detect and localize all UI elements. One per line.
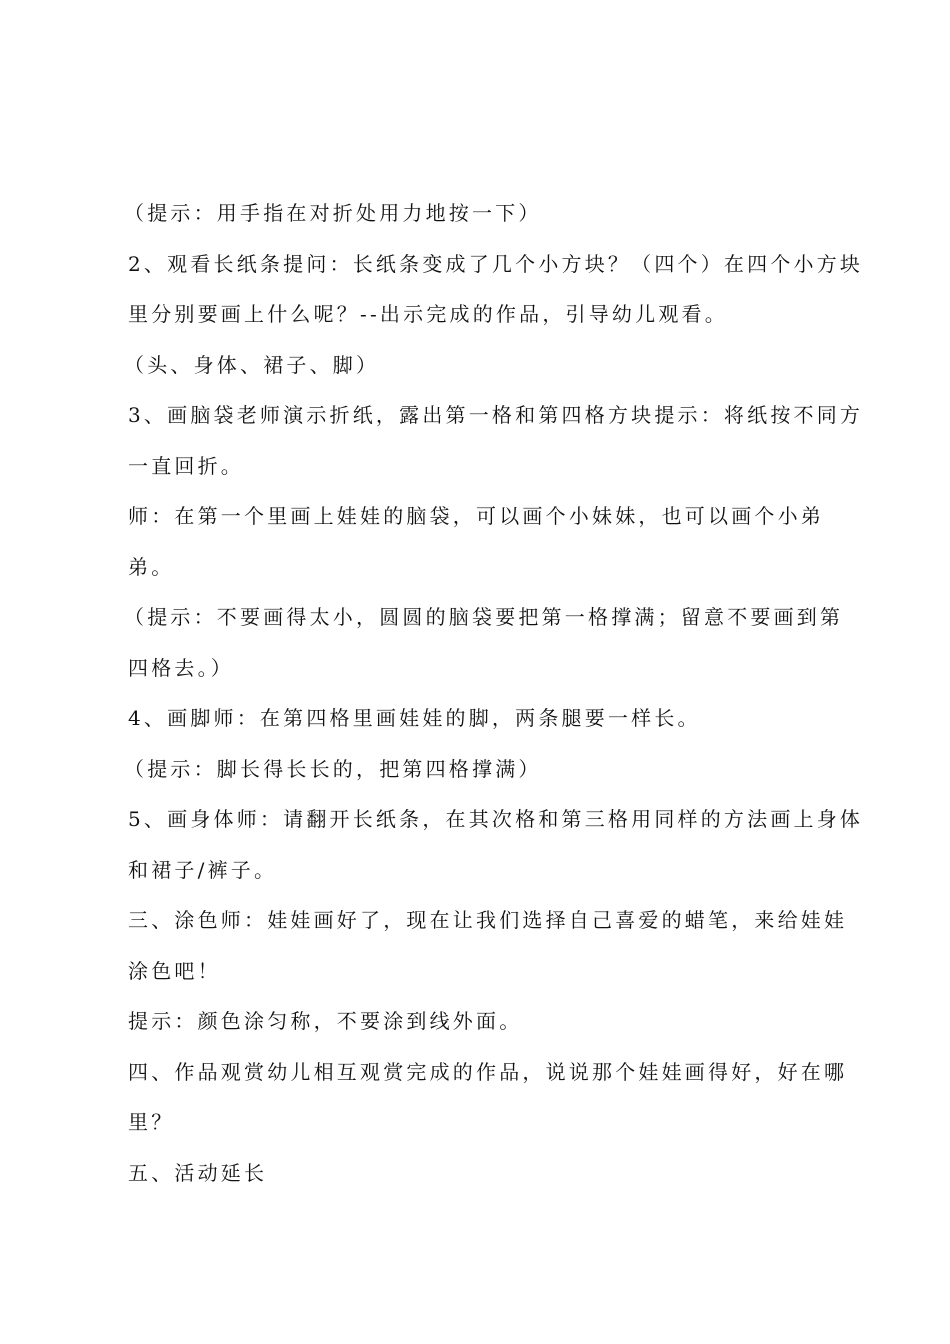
paragraph-step-4: 4、画脚师：在第四格里画娃娃的脚，两条腿要一样长。 bbox=[128, 706, 701, 730]
text-line: （提示：不要画得太小，圆圆的脑袋要把第一格撑满；留意不要画到第 bbox=[124, 605, 844, 629]
paragraph-section-3 bbox=[128, 895, 848, 996]
text-line: 里分别要画上什么呢？--出示完成的作品，引导幼儿观看。 bbox=[128, 302, 728, 326]
paragraph-step-2 bbox=[128, 239, 864, 340]
text-line: 四、作品观赏幼儿相互观赏完成的作品，说说那个娃娃画得好，好在哪 bbox=[128, 1059, 848, 1084]
paragraph-step-5 bbox=[128, 794, 864, 895]
text-line: 一直回折。 bbox=[128, 453, 244, 478]
text-line: 3、画脑袋老师演示折纸，露出第一格和第四格方块提示：将纸按不同方 bbox=[128, 403, 864, 427]
text-line-tip-feet: （提示：脚长得长长的，把第四格撑满） bbox=[124, 756, 542, 781]
text-line: 和裙子/裤子。 bbox=[128, 857, 278, 882]
text-line: 三、涂色师：娃娃画好了，现在让我们选择自己喜爱的蜡笔，来给娃娃 bbox=[128, 908, 848, 932]
text-line: 2、观看长纸条提问：长纸条变成了几个小方块？（四个）在四个小方块 bbox=[128, 251, 864, 276]
paragraph-teacher-head bbox=[128, 491, 834, 592]
text-line: 四格去。） bbox=[128, 655, 234, 680]
paragraph-tip-head bbox=[124, 592, 844, 693]
heading-section-5: 五、活动延长 bbox=[128, 1160, 268, 1185]
paragraph-section-4 bbox=[128, 1047, 848, 1148]
text-line-tip-press-fold: （提示：用手指在对折处用力地按一下） bbox=[124, 201, 542, 225]
text-line-tip-color: 提示：颜色涂匀称，不要涂到线外面。 bbox=[128, 1009, 523, 1033]
text-line: 里？ bbox=[128, 1110, 175, 1134]
text-line-parts: （头、身体、裙子、脚） bbox=[124, 352, 380, 377]
text-line: 师：在第一个里画上娃娃的脑袋，可以画个小妹妹，也可以画个小弟 bbox=[128, 504, 824, 528]
paragraph-step-3 bbox=[128, 390, 864, 491]
text-line: 5、画身体师：请翻开长纸条，在其次格和第三格用同样的方法画上身体 bbox=[128, 807, 864, 831]
document-body bbox=[124, 188, 864, 1198]
text-line: 弟。 bbox=[128, 554, 175, 579]
text-line: 涂色吧！ bbox=[128, 958, 221, 983]
